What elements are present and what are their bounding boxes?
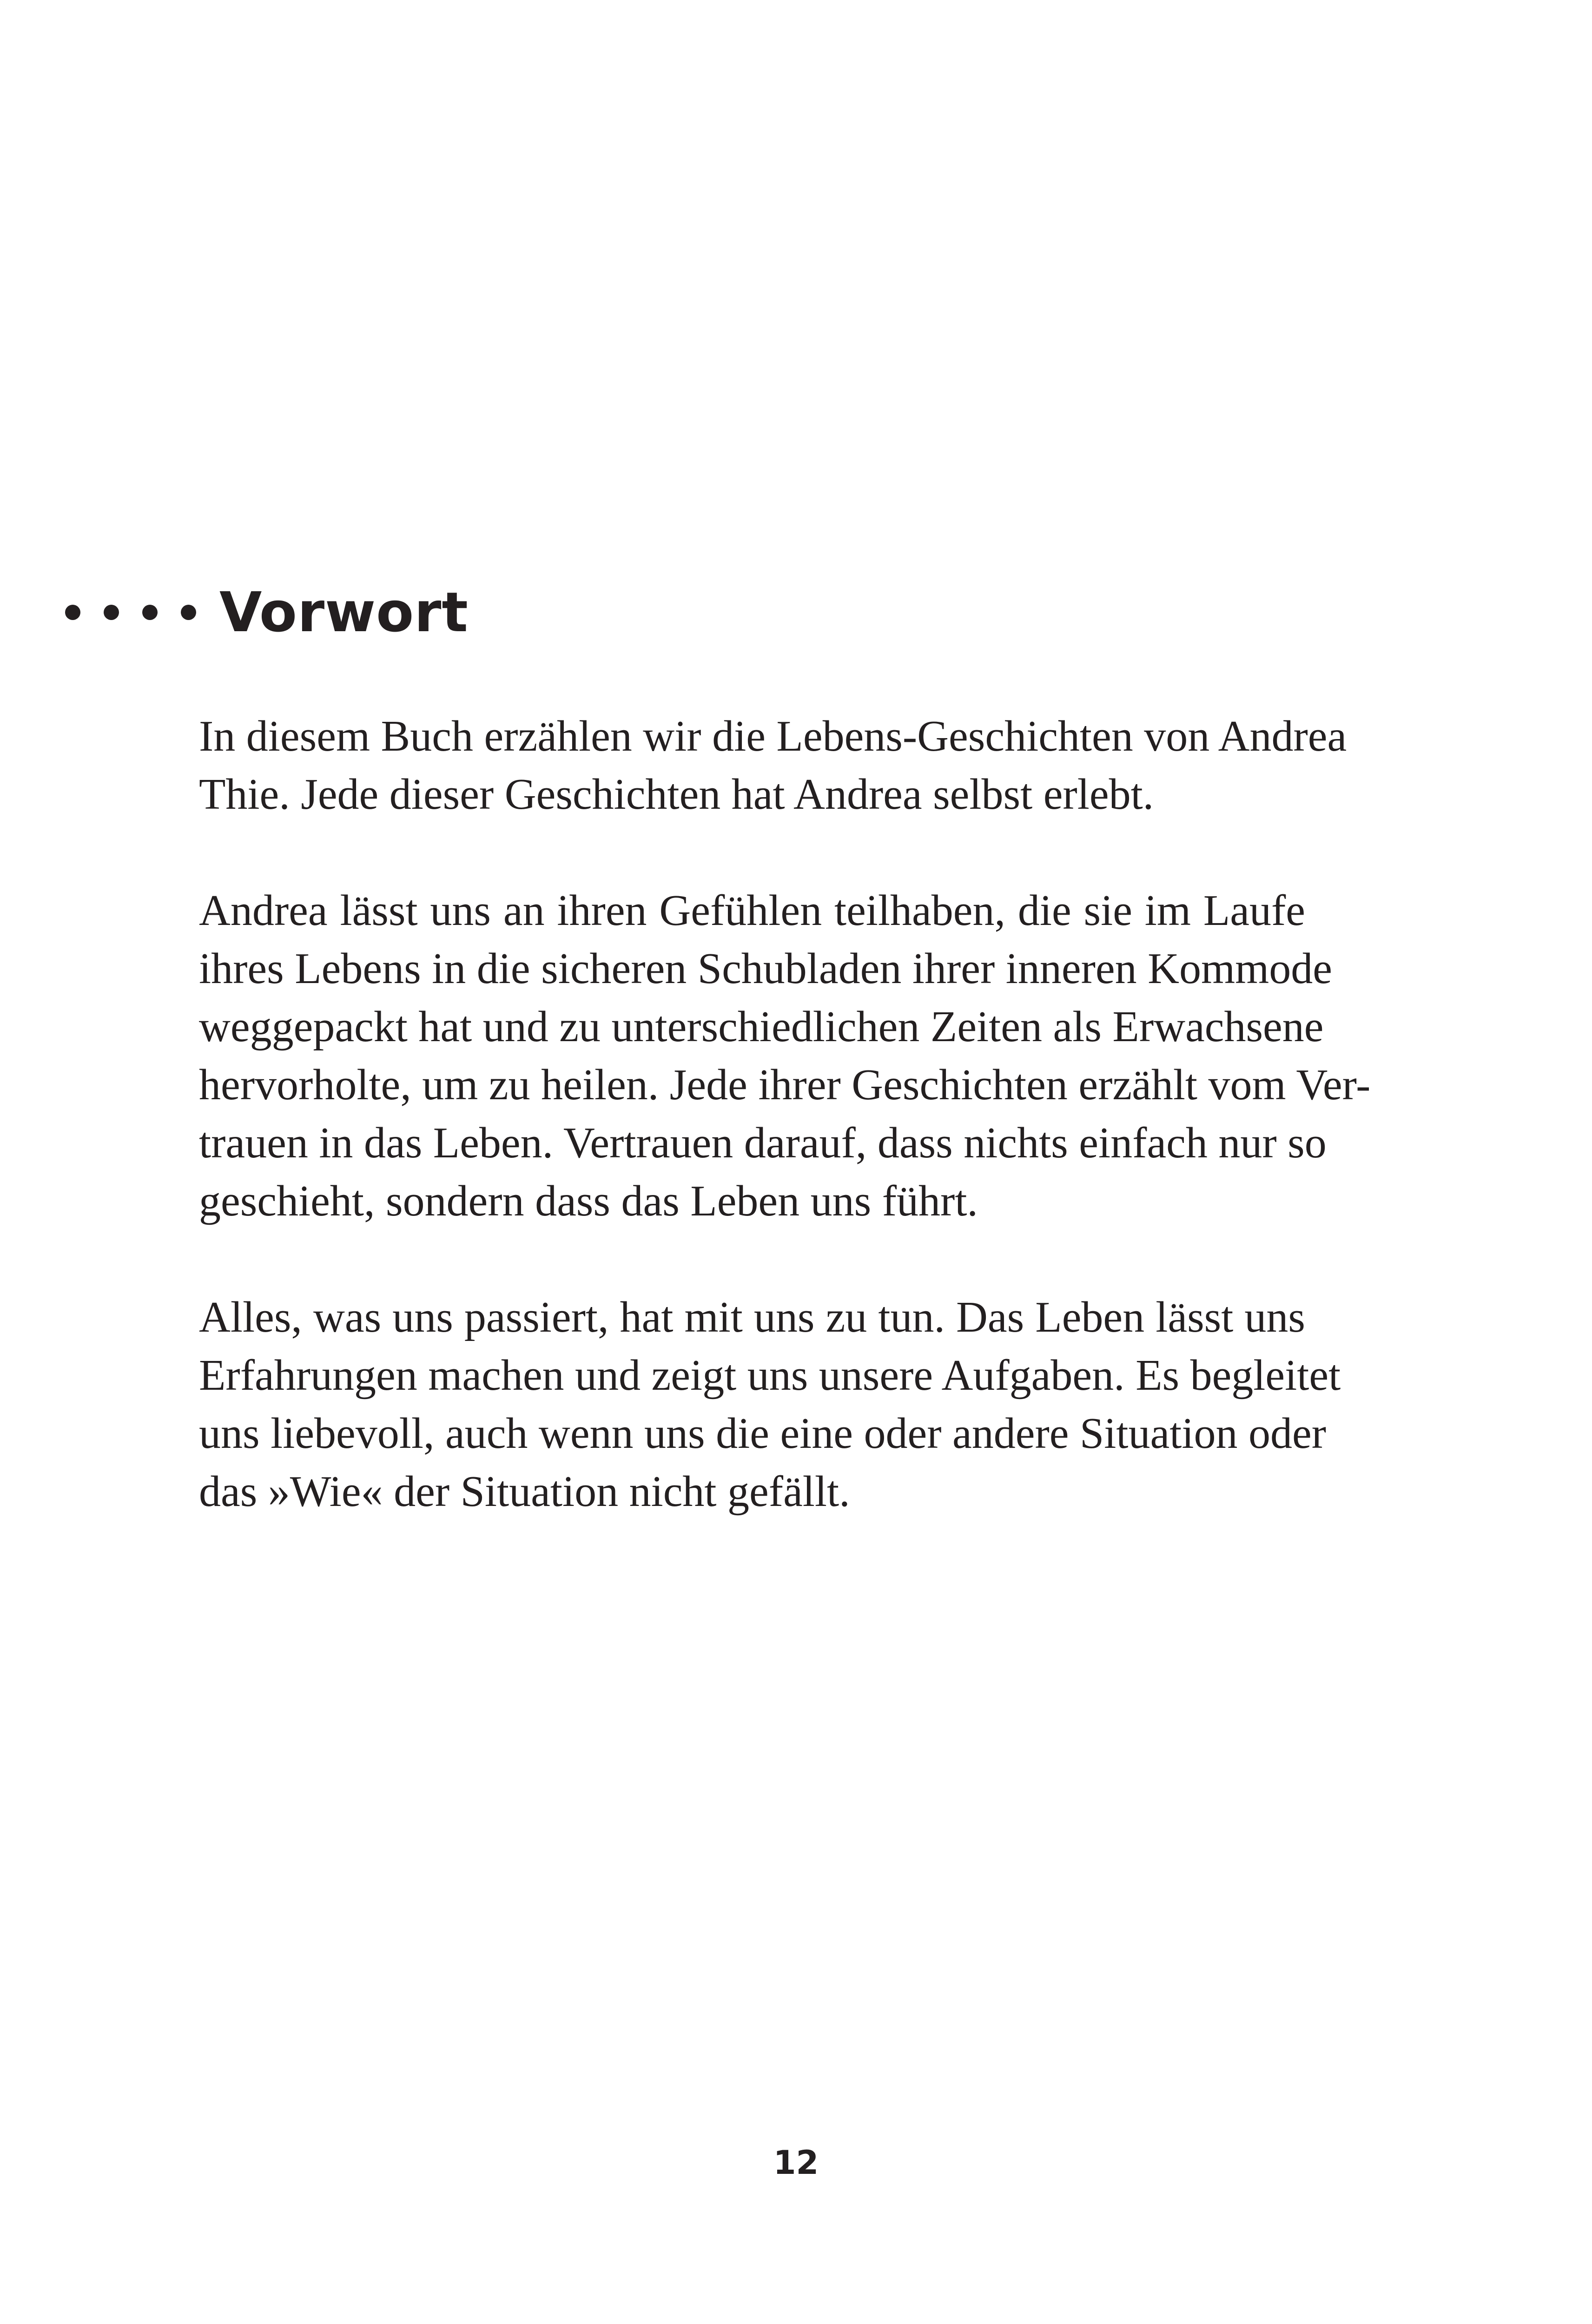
heading-bullet-dots	[65, 605, 196, 620]
bullet-dot-icon	[142, 605, 158, 620]
text-line: hervorholte, um zu heilen. Jede ihrer Geschichten erzählt vom Ver-	[199, 1061, 1371, 1109]
text-line: Andrea lässt uns an ihren Gefühlen teilhaben, die sie im Laufe	[199, 886, 1305, 935]
text-line: Alles, was uns passiert, hat mit uns zu tun. Das Leben lässt uns	[199, 1293, 1305, 1341]
text-line: uns liebevoll, auch wenn uns die eine oder andere Situation oder	[199, 1409, 1326, 1458]
text-line: das »Wie« der Situation nicht gefällt.	[199, 1467, 850, 1516]
chapter-title: Vorwort	[219, 580, 469, 644]
text-line: Erfahrungen machen und zeigt uns unsere Aufgaben. Es begleitet	[199, 1351, 1341, 1400]
page-number: 12	[773, 2144, 819, 2182]
bullet-dot-icon	[65, 605, 80, 620]
paragraph	[199, 882, 1371, 1230]
text-line: Thie. Jede dieser Geschichten hat Andrea selbst erlebt.	[199, 770, 1154, 819]
text-line: trauen in das Leben. Vertrauen darauf, dass nichts einfach nur so	[199, 1119, 1327, 1167]
text-line: ihres Lebens in die sicheren Schubladen ihrer inneren Kommode	[199, 944, 1332, 993]
text-line: weggepackt hat und zu unterschiedlichen Zeiten als Erwachsene	[199, 1003, 1324, 1051]
text-line: geschieht, sondern dass das Leben uns führt.	[199, 1177, 978, 1225]
paragraph	[199, 707, 1347, 824]
bullet-dot-icon	[181, 605, 196, 620]
chapter-heading	[65, 573, 469, 652]
paragraph	[199, 1288, 1341, 1521]
body-text	[199, 707, 1371, 1579]
text-line: In diesem Buch erzählen wir die Lebens-Geschichten von Andrea	[199, 712, 1347, 760]
bullet-dot-icon	[104, 605, 119, 620]
